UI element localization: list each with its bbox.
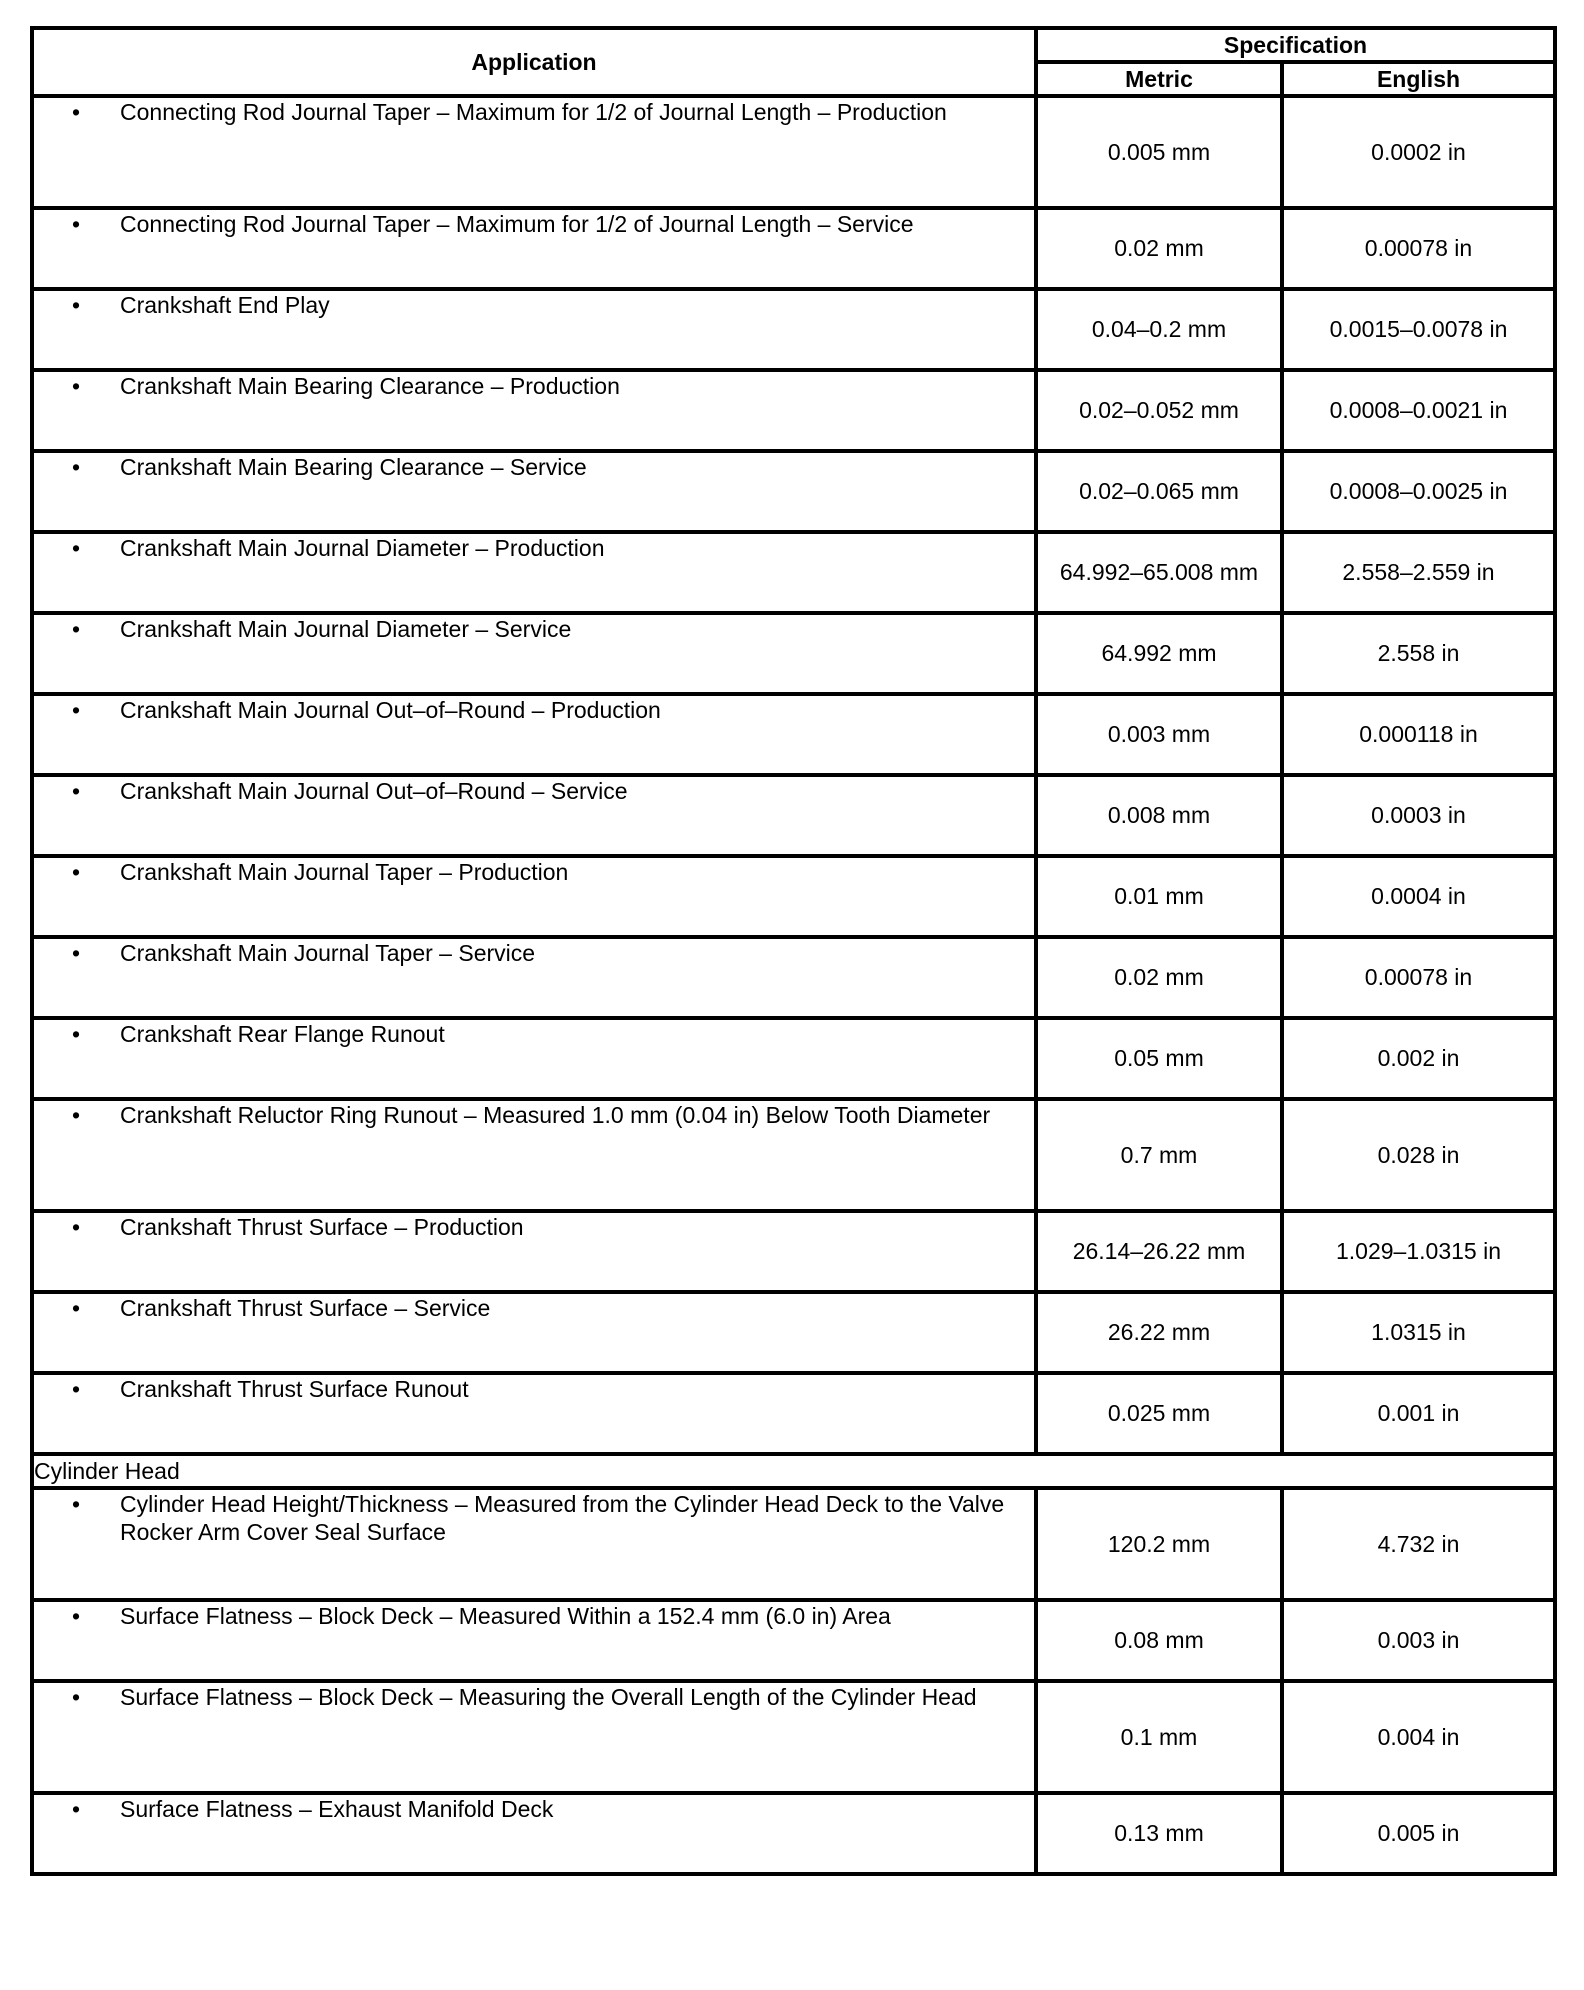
metric-value: 0.02 mm (1036, 208, 1282, 289)
table-row (32, 856, 1555, 937)
application-text: Crankshaft Thrust Surface Runout (120, 1376, 469, 1402)
bullet-icon: • (72, 99, 81, 125)
english-value: 4.732 in (1282, 1488, 1555, 1600)
table-row (32, 694, 1555, 775)
application-text: Crankshaft Thrust Surface – Production (120, 1214, 524, 1240)
application-text: Crankshaft Thrust Surface – Service (120, 1295, 491, 1321)
bullet-icon: • (72, 1796, 81, 1822)
application-text: Connecting Rod Journal Taper – Maximum for 1/2 of Journal Length – Production (120, 99, 947, 125)
category-row (32, 1454, 1555, 1488)
english-value: 0.004 in (1282, 1681, 1555, 1793)
english-value: 0.0004 in (1282, 856, 1555, 937)
table-row (32, 1600, 1555, 1681)
application-text: Surface Flatness – Block Deck – Measuring the Overall Length of the Cylinder Head (120, 1684, 977, 1710)
metric-value: 0.01 mm (1036, 856, 1282, 937)
bullet-icon: • (72, 1603, 81, 1629)
metric-value: 0.02 mm (1036, 937, 1282, 1018)
english-value: 0.00078 in (1282, 937, 1555, 1018)
metric-value: 0.13 mm (1036, 1793, 1282, 1874)
bullet-icon: • (72, 778, 81, 804)
category-label: Cylinder Head (32, 1454, 1555, 1488)
english-value: 0.0008–0.0025 in (1282, 451, 1555, 532)
table-row (32, 775, 1555, 856)
bullet-icon: • (72, 292, 81, 318)
metric-value: 0.008 mm (1036, 775, 1282, 856)
english-value: 0.003 in (1282, 1600, 1555, 1681)
bullet-icon: • (72, 535, 81, 561)
english-value: 2.558–2.559 in (1282, 532, 1555, 613)
english-value: 0.001 in (1282, 1373, 1555, 1454)
english-value: 1.029–1.0315 in (1282, 1211, 1555, 1292)
table-row (32, 937, 1555, 1018)
table-row (32, 370, 1555, 451)
english-value: 0.0008–0.0021 in (1282, 370, 1555, 451)
application-text: Crankshaft Main Journal Diameter – Service (120, 616, 572, 642)
bullet-icon: • (72, 1491, 81, 1517)
english-value: 0.0003 in (1282, 775, 1555, 856)
application-text: Connecting Rod Journal Taper – Maximum for 1/2 of Journal Length – Service (120, 211, 914, 237)
english-value: 0.0002 in (1282, 96, 1555, 208)
table-row (32, 1211, 1555, 1292)
metric-value: 0.08 mm (1036, 1600, 1282, 1681)
application-text: Crankshaft Main Bearing Clearance – Service (120, 454, 587, 480)
application-text: Crankshaft Main Journal Out–of–Round – Production (120, 697, 661, 723)
english-value: 2.558 in (1282, 613, 1555, 694)
bullet-icon: • (72, 1102, 81, 1128)
table-row (32, 96, 1555, 208)
bullet-icon: • (72, 859, 81, 885)
metric-value: 64.992 mm (1036, 613, 1282, 694)
table-row (32, 613, 1555, 694)
table-row (32, 1018, 1555, 1099)
metric-value: 0.025 mm (1036, 1373, 1282, 1454)
metric-value: 0.04–0.2 mm (1036, 289, 1282, 370)
english-value: 0.028 in (1282, 1099, 1555, 1211)
table-row (32, 1099, 1555, 1211)
application-text: Crankshaft Main Journal Taper – Service (120, 940, 536, 966)
specification-header: Specification (1036, 28, 1555, 62)
metric-value: 26.22 mm (1036, 1292, 1282, 1373)
specification-table (30, 26, 1557, 1876)
metric-value: 0.7 mm (1036, 1099, 1282, 1211)
english-header: English (1282, 62, 1555, 96)
metric-value: 0.05 mm (1036, 1018, 1282, 1099)
application-text: Crankshaft Main Journal Taper – Production (120, 859, 569, 885)
english-value: 0.00078 in (1282, 208, 1555, 289)
metric-value: 0.02–0.052 mm (1036, 370, 1282, 451)
table-row (32, 1681, 1555, 1793)
metric-value: 0.003 mm (1036, 694, 1282, 775)
table-row (32, 532, 1555, 613)
metric-value: 0.1 mm (1036, 1681, 1282, 1793)
metric-value: 0.02–0.065 mm (1036, 451, 1282, 532)
bullet-icon: • (72, 1214, 81, 1240)
application-text: Cylinder Head Height/Thickness – Measured from the Cylinder Head Deck to the Valve Rocker Arm Cover Seal Surface (120, 1491, 1005, 1545)
table-row (32, 289, 1555, 370)
application-header: Application (32, 28, 1036, 96)
bullet-icon: • (72, 1021, 81, 1047)
table-row (32, 1488, 1555, 1600)
bullet-icon: • (72, 616, 81, 642)
metric-value: 26.14–26.22 mm (1036, 1211, 1282, 1292)
english-value: 0.0015–0.0078 in (1282, 289, 1555, 370)
bullet-icon: • (72, 1376, 81, 1402)
bullet-icon: • (72, 454, 81, 480)
bullet-icon: • (72, 211, 81, 237)
bullet-icon: • (72, 940, 81, 966)
application-text: Crankshaft Reluctor Ring Runout – Measured 1.0 mm (0.04 in) Below Tooth Diameter (120, 1102, 991, 1128)
metric-value: 120.2 mm (1036, 1488, 1282, 1600)
metric-header: Metric (1036, 62, 1282, 96)
application-text: Crankshaft Main Bearing Clearance – Production (120, 373, 620, 399)
application-text: Surface Flatness – Block Deck – Measured Within a 152.4 mm (6.0 in) Area (120, 1603, 891, 1629)
table-row (32, 451, 1555, 532)
table-row (32, 1793, 1555, 1874)
table-row (32, 1373, 1555, 1454)
application-text: Surface Flatness – Exhaust Manifold Deck (120, 1796, 554, 1822)
english-value: 0.002 in (1282, 1018, 1555, 1099)
table-row (32, 1292, 1555, 1373)
bullet-icon: • (72, 1295, 81, 1321)
bullet-icon: • (72, 373, 81, 399)
application-text: Crankshaft Main Journal Out–of–Round – Service (120, 778, 628, 804)
table-row (32, 208, 1555, 289)
application-text: Crankshaft End Play (120, 292, 330, 318)
metric-value: 0.005 mm (1036, 96, 1282, 208)
metric-value: 64.992–65.008 mm (1036, 532, 1282, 613)
bullet-icon: • (72, 1684, 81, 1710)
english-value: 0.000118 in (1282, 694, 1555, 775)
header-row (32, 28, 1555, 62)
application-text: Crankshaft Main Journal Diameter – Production (120, 535, 605, 561)
bullet-icon: • (72, 697, 81, 723)
english-value: 1.0315 in (1282, 1292, 1555, 1373)
application-text: Crankshaft Rear Flange Runout (120, 1021, 445, 1047)
english-value: 0.005 in (1282, 1793, 1555, 1874)
